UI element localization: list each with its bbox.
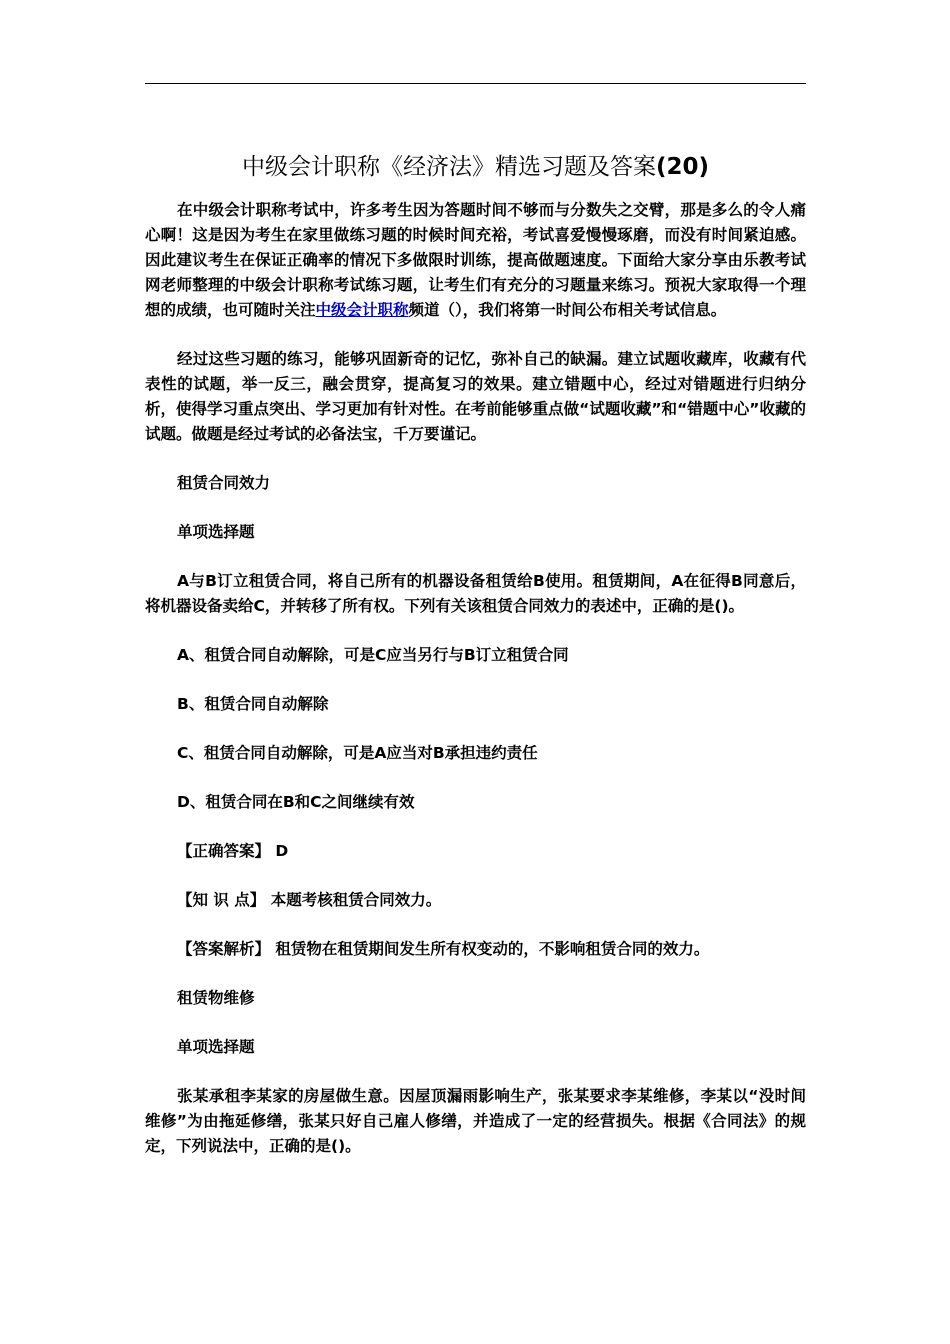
section1-heading: 租赁合同效力 xyxy=(177,474,271,492)
section1-analysis: 【答案解析】 租赁物在租赁期间发生所有权变动的，不影响租赁合同的效力。 xyxy=(177,940,710,958)
title-main: 中级会计职称《经济法》精选习题及答案 xyxy=(241,154,656,180)
section2-question: 张某承租李某家的房屋做生意。因屋顶漏雨影响生产，张某要求李某维修，李某以“没时间维修”为由拖延修缮，张某只好自己雇人修缮，并造成了一定的经营损失。根据《合同法》的规定，下列说法中，正确的是()。 xyxy=(145,1087,806,1155)
section2-heading: 租赁物维修 xyxy=(177,989,255,1007)
section1-option-b: B、租赁合同自动解除 xyxy=(177,695,329,713)
document-title xyxy=(145,150,806,184)
intro-text-before-link: 在中级会计职称考试中，许多考生因为答题时间不够而与分数失之交臂，那是多么的令人痛心啊！这是因为考生在家里做练习题的时候时间充裕，考试喜爱慢慢琢磨，而没有时间紧迫感。因此建议考生在保证正确率的情况下多做限时训练，提高做题速度。下面给大家分享由乐教考试网老师整理的中级会计职称考试练习题，让考生们有充分的习题量来练习。预祝大家取得一个理想的成绩，也可随时关注 xyxy=(145,201,806,319)
section1-option-c: C、租赁合同自动解除，可是A应当对B承担违约责任 xyxy=(177,744,538,762)
section1-option-d: D、租赁合同在B和C之间继续有效 xyxy=(177,793,415,811)
section1-option-a: A、租赁合同自动解除，可是C应当另行与B订立租赁合同 xyxy=(177,646,569,664)
practice-paragraph: 经过这些习题的练习，能够巩固新奇的记忆，弥补自己的缺漏。建立试题收藏库，收藏有代表性的试题，举一反三，融会贯穿，提高复习的效果。建立错题中心，经过对错题进行归纳分析，使得学习重点突出、学习更加有针对性。在考前能够重点做“试题收藏”和“错题中心”收藏的试题。做题是经过考试的必备法宝，千万要谨记。 xyxy=(145,350,806,443)
document-body xyxy=(145,198,806,1183)
section1-question-type: 单项选择题 xyxy=(177,523,255,541)
zhongji-kuaiji-link[interactable]: 中级会计职称 xyxy=(315,301,409,319)
section1-answer: 【正确答案】 D xyxy=(177,842,289,860)
intro-paragraph xyxy=(145,198,806,323)
intro-text-after-link: 频道（），我们将第一时间公布相关考试信息。 xyxy=(408,301,727,319)
section1-knowledge-point: 【知 识 点】 本题考核租赁合同效力。 xyxy=(177,891,442,909)
header-rule xyxy=(145,83,806,84)
section2-question-type: 单项选择题 xyxy=(177,1038,255,1056)
title-number: (20) xyxy=(655,154,710,180)
section1-question: A与B订立租赁合同，将自己所有的机器设备租赁给B使用。租赁期间，A在征得B同意后，将机器设备卖给C，并转移了所有权。下列有关该租赁合同效力的表述中，正确的是()。 xyxy=(145,572,806,615)
